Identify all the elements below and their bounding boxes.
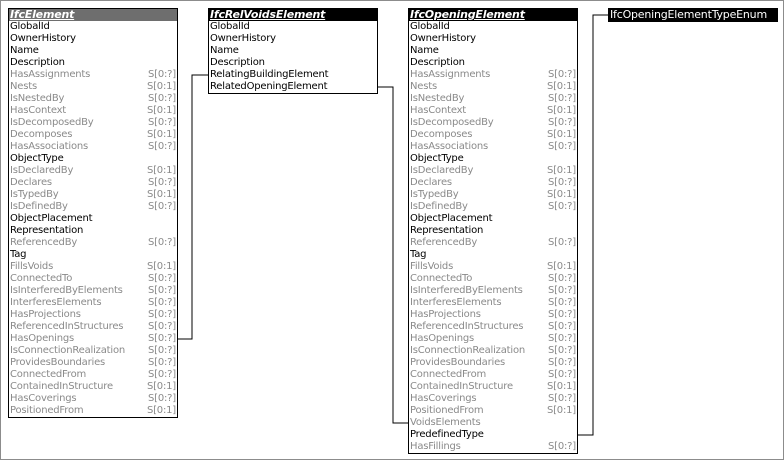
cardinality-label: S[0:?] bbox=[548, 273, 576, 284]
attribute-name: ReferencedBy bbox=[10, 237, 78, 248]
attribute-row[interactable] bbox=[9, 21, 177, 33]
attribute-name: ObjectType bbox=[410, 153, 464, 164]
entity-ifc-opening-element-type-enum[interactable] bbox=[608, 8, 778, 22]
attribute-name: ObjectType bbox=[10, 153, 64, 164]
attribute-row[interactable] bbox=[9, 213, 177, 225]
attribute-name: Declares bbox=[10, 177, 52, 188]
attribute-name: OwnerHistory bbox=[210, 33, 276, 44]
cardinality-label: S[0:1] bbox=[546, 81, 576, 92]
cardinality-label: S[0:1] bbox=[146, 81, 176, 92]
attribute-name: Nests bbox=[410, 81, 437, 92]
attribute-row[interactable] bbox=[9, 297, 177, 309]
attribute-name: HasAssignments bbox=[10, 69, 91, 80]
attribute-row[interactable] bbox=[409, 129, 577, 141]
attribute-name: Description bbox=[210, 57, 265, 68]
attribute-name: RelatingBuildingElement bbox=[210, 69, 329, 80]
cardinality-label: S[0:1] bbox=[546, 129, 576, 140]
attribute-name: ObjectPlacement bbox=[10, 213, 93, 224]
entity-title: IfcOpeningElement bbox=[409, 9, 577, 21]
attribute-list bbox=[209, 21, 377, 93]
attribute-name: HasCoverings bbox=[10, 393, 77, 404]
attribute-name: IsDefinedBy bbox=[410, 201, 468, 212]
attribute-row[interactable] bbox=[409, 237, 577, 249]
attribute-row[interactable] bbox=[9, 369, 177, 381]
attribute-row[interactable] bbox=[9, 153, 177, 165]
attribute-row[interactable] bbox=[409, 225, 577, 237]
attribute-row[interactable] bbox=[9, 201, 177, 213]
attribute-name: HasAssociations bbox=[10, 141, 89, 152]
link-predefinedtype-typeenum bbox=[577, 15, 609, 435]
attribute-name: Representation bbox=[410, 225, 484, 236]
attribute-row[interactable] bbox=[9, 321, 177, 333]
attribute-row[interactable] bbox=[9, 309, 177, 321]
attribute-row[interactable] bbox=[9, 177, 177, 189]
attribute-row[interactable] bbox=[9, 261, 177, 273]
attribute-row[interactable] bbox=[9, 165, 177, 177]
attribute-name: FillsVoids bbox=[10, 261, 54, 272]
attribute-name: IsTypedBy bbox=[10, 189, 59, 200]
attribute-name: VoidsElements bbox=[410, 417, 481, 428]
attribute-name: IsDeclaredBy bbox=[10, 165, 74, 176]
attribute-name: Representation bbox=[10, 225, 84, 236]
attribute-name: Declares bbox=[410, 177, 452, 188]
cardinality-label: S[0:?] bbox=[148, 333, 176, 344]
attribute-row[interactable] bbox=[409, 345, 577, 357]
attribute-row[interactable] bbox=[9, 189, 177, 201]
attribute-row[interactable] bbox=[9, 45, 177, 57]
cardinality-label: S[0:1] bbox=[146, 381, 176, 392]
attribute-name: ContainedInStructure bbox=[410, 381, 513, 392]
cardinality-label: S[0:?] bbox=[548, 201, 576, 212]
attribute-row[interactable] bbox=[209, 57, 377, 69]
attribute-name: HasOpenings bbox=[410, 333, 475, 344]
attribute-name: IsConnectionRealization bbox=[410, 345, 526, 356]
attribute-name: FillsVoids bbox=[410, 261, 454, 272]
cardinality-label: S[0:?] bbox=[548, 321, 576, 332]
attribute-name: Description bbox=[410, 57, 465, 68]
attribute-row[interactable] bbox=[9, 69, 177, 81]
attribute-row[interactable] bbox=[409, 285, 577, 297]
attribute-row[interactable] bbox=[409, 201, 577, 213]
cardinality-label: S[0:1] bbox=[546, 165, 576, 176]
attribute-row[interactable] bbox=[409, 405, 577, 417]
attribute-row[interactable] bbox=[409, 69, 577, 81]
cardinality-label: S[0:?] bbox=[148, 177, 176, 188]
cardinality-label: S[0:1] bbox=[146, 189, 176, 200]
cardinality-label: S[0:?] bbox=[148, 357, 176, 368]
attribute-name: HasOpenings bbox=[10, 333, 75, 344]
attribute-name: HasProjections bbox=[410, 309, 481, 320]
attribute-name: InterferesElements bbox=[10, 297, 102, 308]
attribute-name: GlobalId bbox=[10, 21, 50, 32]
attribute-row[interactable] bbox=[409, 81, 577, 93]
attribute-row[interactable] bbox=[409, 165, 577, 177]
attribute-row[interactable] bbox=[409, 105, 577, 117]
cardinality-label: S[0:?] bbox=[148, 309, 176, 320]
cardinality-label: S[0:?] bbox=[148, 69, 176, 80]
cardinality-label: S[0:1] bbox=[146, 165, 176, 176]
attribute-name: HasContext bbox=[10, 105, 67, 116]
attribute-row[interactable] bbox=[9, 285, 177, 297]
attribute-name: IsNestedBy bbox=[410, 93, 465, 104]
attribute-name: GlobalId bbox=[210, 21, 250, 32]
entity-ifc-rel-voids-element[interactable] bbox=[208, 8, 378, 94]
cardinality-label: S[0:1] bbox=[546, 405, 576, 416]
attribute-row[interactable] bbox=[409, 393, 577, 405]
attribute-row[interactable] bbox=[409, 33, 577, 45]
attribute-name: ReferencedInStructures bbox=[410, 321, 524, 332]
cardinality-label: S[0:?] bbox=[148, 141, 176, 152]
cardinality-label: S[0:?] bbox=[148, 117, 176, 128]
cardinality-label: S[0:?] bbox=[548, 441, 576, 452]
attribute-row[interactable] bbox=[9, 93, 177, 105]
cardinality-label: S[0:1] bbox=[146, 405, 176, 416]
attribute-name: ReferencedInStructures bbox=[10, 321, 124, 332]
attribute-name: HasFillings bbox=[410, 441, 461, 452]
attribute-row[interactable] bbox=[409, 21, 577, 33]
attribute-row[interactable] bbox=[9, 81, 177, 93]
cardinality-label: S[0:?] bbox=[548, 177, 576, 188]
attribute-name: Decomposes bbox=[410, 129, 473, 140]
attribute-row[interactable] bbox=[409, 153, 577, 165]
cardinality-label: S[0:?] bbox=[148, 285, 176, 296]
cardinality-label: S[0:?] bbox=[148, 393, 176, 404]
cardinality-label: S[0:?] bbox=[148, 201, 176, 212]
cardinality-label: S[0:1] bbox=[146, 105, 176, 116]
attribute-name: Name bbox=[410, 45, 439, 56]
cardinality-label: S[0:1] bbox=[546, 381, 576, 392]
attribute-row[interactable] bbox=[409, 177, 577, 189]
cardinality-label: S[0:?] bbox=[548, 117, 576, 128]
attribute-row[interactable] bbox=[9, 405, 177, 417]
entity-title: IfcRelVoidsElement bbox=[209, 9, 377, 21]
cardinality-label: S[0:?] bbox=[548, 309, 576, 320]
attribute-name: RelatedOpeningElement bbox=[210, 81, 328, 92]
attribute-row[interactable] bbox=[9, 141, 177, 153]
attribute-row[interactable] bbox=[209, 81, 377, 93]
attribute-name: HasProjections bbox=[10, 309, 81, 320]
attribute-row[interactable] bbox=[209, 33, 377, 45]
attribute-name: IsDecomposedBy bbox=[10, 117, 94, 128]
attribute-name: ConnectedTo bbox=[410, 273, 473, 284]
cardinality-label: S[0:?] bbox=[548, 357, 576, 368]
cardinality-label: S[0:?] bbox=[548, 333, 576, 344]
cardinality-label: S[0:1] bbox=[146, 261, 176, 272]
attribute-row[interactable] bbox=[409, 441, 577, 453]
attribute-name: InterferesElements bbox=[410, 297, 502, 308]
attribute-row[interactable] bbox=[409, 321, 577, 333]
attribute-name: HasAssignments bbox=[410, 69, 491, 80]
attribute-name: IsConnectionRealization bbox=[10, 345, 126, 356]
attribute-name: HasAssociations bbox=[410, 141, 489, 152]
attribute-row[interactable] bbox=[9, 117, 177, 129]
attribute-name: GlobalId bbox=[410, 21, 450, 32]
attribute-name: ContainedInStructure bbox=[10, 381, 113, 392]
link-relatedopeningelement-voidselements bbox=[377, 87, 409, 423]
attribute-name: Tag bbox=[410, 249, 427, 260]
attribute-row[interactable] bbox=[9, 273, 177, 285]
attribute-row[interactable] bbox=[9, 381, 177, 393]
cardinality-label: S[0:?] bbox=[548, 369, 576, 380]
attribute-name: IsDefinedBy bbox=[10, 201, 68, 212]
attribute-row[interactable] bbox=[409, 261, 577, 273]
attribute-row[interactable] bbox=[409, 429, 577, 441]
entity-ifc-element[interactable] bbox=[8, 8, 178, 418]
cardinality-label: S[0:1] bbox=[546, 189, 576, 200]
attribute-row[interactable] bbox=[409, 189, 577, 201]
attribute-row[interactable] bbox=[409, 93, 577, 105]
attribute-name: IsDeclaredBy bbox=[410, 165, 474, 176]
cardinality-label: S[0:?] bbox=[548, 237, 576, 248]
attribute-name: Name bbox=[10, 45, 39, 56]
attribute-row[interactable] bbox=[409, 369, 577, 381]
attribute-row[interactable] bbox=[409, 57, 577, 69]
cardinality-label: S[0:?] bbox=[148, 237, 176, 248]
attribute-name: IsTypedBy bbox=[410, 189, 459, 200]
attribute-row[interactable] bbox=[9, 225, 177, 237]
attribute-name: PositionedFrom bbox=[410, 405, 484, 416]
attribute-name: ReferencedBy bbox=[410, 237, 478, 248]
entity-ifc-opening-element[interactable] bbox=[408, 8, 578, 454]
attribute-row[interactable] bbox=[9, 249, 177, 261]
attribute-name: IsNestedBy bbox=[10, 93, 65, 104]
cardinality-label: S[0:1] bbox=[546, 105, 576, 116]
cardinality-label: S[0:?] bbox=[148, 297, 176, 308]
attribute-row[interactable] bbox=[409, 417, 577, 429]
attribute-name: ObjectPlacement bbox=[410, 213, 493, 224]
attribute-row[interactable] bbox=[9, 33, 177, 45]
attribute-name: PositionedFrom bbox=[10, 405, 84, 416]
link-hasopenings-relatingbuildingelement bbox=[177, 75, 208, 339]
attribute-name: IsDecomposedBy bbox=[410, 117, 494, 128]
attribute-name: OwnerHistory bbox=[10, 33, 76, 44]
cardinality-label: S[0:?] bbox=[548, 393, 576, 404]
cardinality-label: S[0:1] bbox=[146, 129, 176, 140]
attribute-name: Tag bbox=[10, 249, 27, 260]
cardinality-label: S[0:?] bbox=[548, 345, 576, 356]
attribute-list bbox=[9, 21, 177, 417]
attribute-row[interactable] bbox=[209, 45, 377, 57]
attribute-row[interactable] bbox=[409, 141, 577, 153]
attribute-row[interactable] bbox=[209, 69, 377, 81]
attribute-row[interactable] bbox=[9, 393, 177, 405]
cardinality-label: S[0:?] bbox=[148, 93, 176, 104]
attribute-name: HasContext bbox=[410, 105, 467, 116]
attribute-row[interactable] bbox=[409, 297, 577, 309]
attribute-name: ConnectedFrom bbox=[10, 369, 87, 380]
attribute-row[interactable] bbox=[9, 237, 177, 249]
attribute-row[interactable] bbox=[409, 45, 577, 57]
attribute-row[interactable] bbox=[409, 273, 577, 285]
attribute-name: PredefinedType bbox=[410, 429, 484, 440]
attribute-name: Name bbox=[210, 45, 239, 56]
attribute-row[interactable] bbox=[409, 249, 577, 261]
attribute-name: HasCoverings bbox=[410, 393, 477, 404]
attribute-name: IsInterferedByElements bbox=[410, 285, 523, 296]
attribute-name: ConnectedFrom bbox=[410, 369, 487, 380]
attribute-row[interactable] bbox=[9, 345, 177, 357]
attribute-name: OwnerHistory bbox=[410, 33, 476, 44]
cardinality-label: S[0:?] bbox=[548, 285, 576, 296]
attribute-list bbox=[409, 21, 577, 453]
attribute-row[interactable] bbox=[9, 57, 177, 69]
cardinality-label: S[0:?] bbox=[148, 345, 176, 356]
attribute-row[interactable] bbox=[209, 21, 377, 33]
attribute-row[interactable] bbox=[9, 105, 177, 117]
attribute-name: Decomposes bbox=[10, 129, 73, 140]
attribute-row[interactable] bbox=[409, 213, 577, 225]
cardinality-label: S[0:?] bbox=[148, 273, 176, 284]
attribute-name: Nests bbox=[10, 81, 37, 92]
cardinality-label: S[0:?] bbox=[148, 321, 176, 332]
attribute-name: ConnectedTo bbox=[10, 273, 73, 284]
attribute-name: Description bbox=[10, 57, 65, 68]
cardinality-label: S[0:?] bbox=[548, 93, 576, 104]
attribute-row[interactable] bbox=[409, 381, 577, 393]
entity-title: IfcElement bbox=[9, 9, 177, 21]
attribute-name: ProvidesBoundaries bbox=[10, 357, 106, 368]
attribute-row[interactable] bbox=[9, 333, 177, 345]
attribute-row[interactable] bbox=[409, 117, 577, 129]
cardinality-label: S[0:?] bbox=[548, 297, 576, 308]
cardinality-label: S[0:?] bbox=[148, 369, 176, 380]
cardinality-label: S[0:?] bbox=[548, 69, 576, 80]
attribute-row[interactable] bbox=[409, 357, 577, 369]
attribute-name: IsInterferedByElements bbox=[10, 285, 123, 296]
attribute-row[interactable] bbox=[9, 357, 177, 369]
attribute-row[interactable] bbox=[409, 333, 577, 345]
cardinality-label: S[0:1] bbox=[546, 261, 576, 272]
attribute-name: ProvidesBoundaries bbox=[410, 357, 506, 368]
entity-title: IfcOpeningElementTypeEnum bbox=[609, 9, 777, 21]
attribute-row[interactable] bbox=[9, 129, 177, 141]
attribute-row[interactable] bbox=[409, 309, 577, 321]
cardinality-label: S[0:?] bbox=[548, 141, 576, 152]
